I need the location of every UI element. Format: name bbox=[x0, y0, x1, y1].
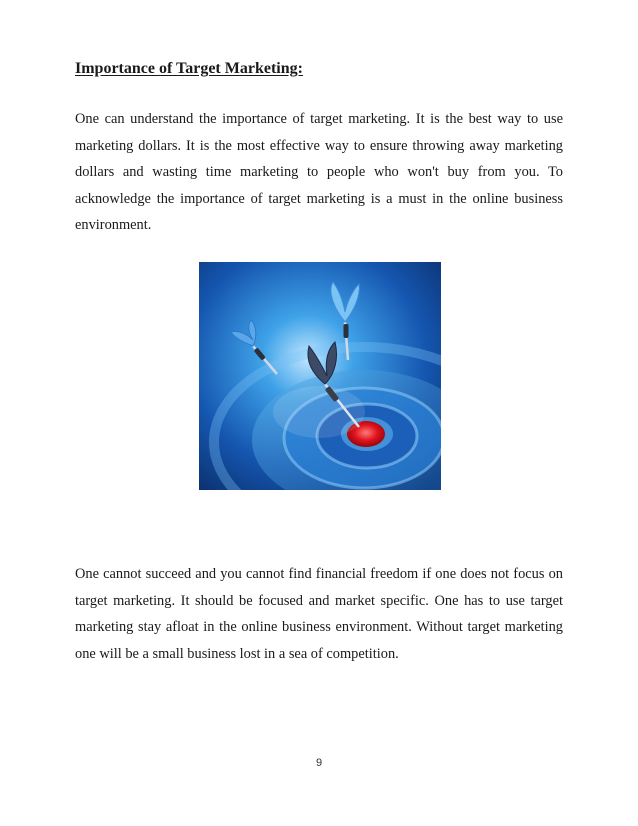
section-heading: Importance of Target Marketing: bbox=[75, 60, 303, 77]
intro-paragraph: One can understand the importance of target marketing. It is the best way to use marketing dollars. It is the most effective way to ensure throwing away marketing dollars and wasting time marketing to people who won't buy from you. To acknowledge the importance of target marketing is a must in the online business environment. bbox=[75, 111, 563, 233]
page-number: 9 bbox=[315, 757, 323, 769]
closing-paragraph: One cannot succeed and you cannot find financial freedom if one does not focus on target marketing. It should be focused and market specific. One has to use target marketing stay afloat in the online business environment. Without target marketing one will be a small business lost in a sea of competition. bbox=[75, 566, 563, 662]
target-darts-image bbox=[199, 262, 441, 490]
